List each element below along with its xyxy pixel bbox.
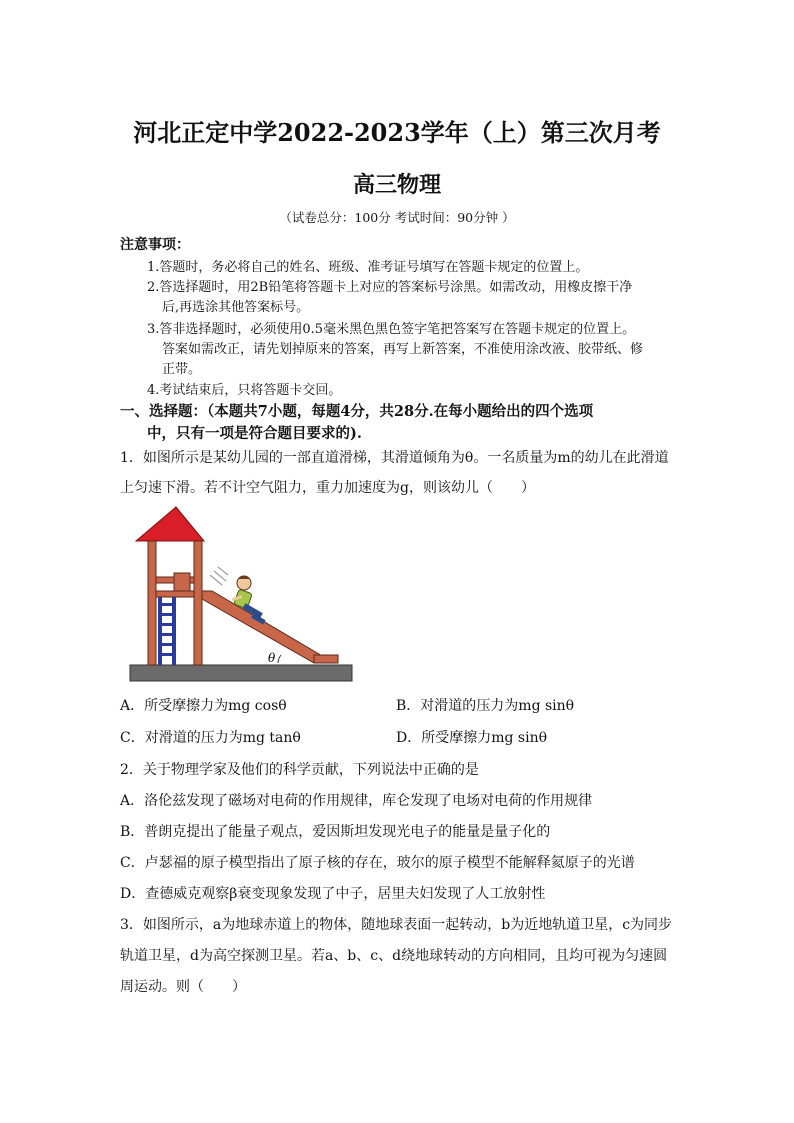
section-heading-cont: 中，只有一项是符合题目要求的). (147, 425, 362, 442)
q1-option-b[interactable]: B．对滑道的压力为mg sinθ (396, 698, 575, 714)
note-item: 1.答题时，务必将自己的姓名、班级、准考证号填写在答题卡规定的位置上。 (147, 260, 589, 275)
q1-option-a[interactable]: A．所受摩擦力为mg cosθ (120, 698, 287, 714)
ladder-rungs (162, 603, 172, 656)
q2-option-c[interactable]: C．卢瑟福的原子模型指出了原子核的存在，玻尔的原子模型不能解释氦原子的光谱 (120, 855, 635, 871)
notes-heading: 注意事项： (120, 237, 190, 253)
q1-option-d[interactable]: D．所受摩擦力mg sinθ (396, 730, 548, 746)
exam-title: 河北正定中学2022-2023学年（上）第三次月考 (133, 118, 661, 147)
q1-stem-line1: 1．如图所示是某幼儿园的一部直道滑梯，其滑道倾角为θ。一名质量为m的幼儿在此滑道 (120, 450, 669, 466)
section-heading: 一、选择题：（本题共7小题，每题4分，共28分.在每小题给出的四个选项 (120, 403, 594, 420)
roof (136, 507, 204, 541)
q3-stem-line3: 周运动。则（ ） (120, 979, 246, 995)
note-item: 4.考试结束后，只将答题卡交回。 (147, 383, 342, 398)
note-item: 答案如需改正，请先划掉原来的答案，再写上新答案，不准使用涂改液、胶带纸、修 (162, 342, 644, 357)
angle-theta-label: θ (268, 651, 276, 665)
angle-arc (278, 655, 281, 663)
slide-figure (128, 505, 354, 683)
motion-lines (210, 567, 228, 585)
exam-info: （试卷总分：100分 考试时间：90分钟 ） (279, 210, 515, 225)
note-item: 3.答非选择题时，必须使用0.5毫米黑色黑色签字笔把答案写在答题卡规定的位置上。 (147, 322, 636, 337)
tower-post-left (148, 541, 156, 665)
q2-stem: 2．关于物理学家及他们的科学贡献，下列说法中正确的是 (120, 762, 479, 778)
q3-stem-line1: 3．如图所示，a为地球赤道上的物体，随地球表面一起转动，b为近地轨道卫星，c为同步 (120, 917, 673, 933)
tower-box (174, 573, 190, 591)
note-item: 2.答选择题时，用2B铅笔将答题卡上对应的答案标号涂黑。如需改动，用橡皮擦干净 (147, 280, 633, 295)
tower-platform (156, 591, 194, 597)
slide-end (314, 655, 338, 663)
q1-stem-line2: 上匀速下滑。若不计空气阻力，重力加速度为g，则该幼儿（ ） (120, 480, 535, 496)
slide-chute (202, 591, 324, 663)
q2-option-d[interactable]: D．查德威克观察β衰变现象发现了中子，居里夫妇发现了人工放射性 (120, 886, 546, 902)
ground-slab (130, 665, 352, 681)
tower-post-right (194, 541, 202, 665)
q1-option-c[interactable]: C．对滑道的压力为mg tanθ (120, 730, 301, 746)
note-item: 后,再选涂其他答案标号。 (162, 300, 310, 315)
q2-option-b[interactable]: B．普朗克提出了能量子观点，爱因斯坦发现光电子的能量是量子化的 (120, 824, 551, 840)
q3-stem-line2: 轨道卫星，d为高空探测卫星。若a、b、c、d绕地球转动的方向相同，且均可视为匀速圆 (120, 948, 668, 964)
ladder-rail (172, 597, 176, 665)
exam-subtitle: 高三物理 (352, 172, 441, 198)
note-item: 正带。 (162, 362, 202, 377)
q2-option-a[interactable]: A．洛伦兹发现了磁场对电荷的作用规律，库仑发现了电场对电荷的作用规律 (120, 793, 593, 809)
ladder-rail (158, 597, 162, 665)
